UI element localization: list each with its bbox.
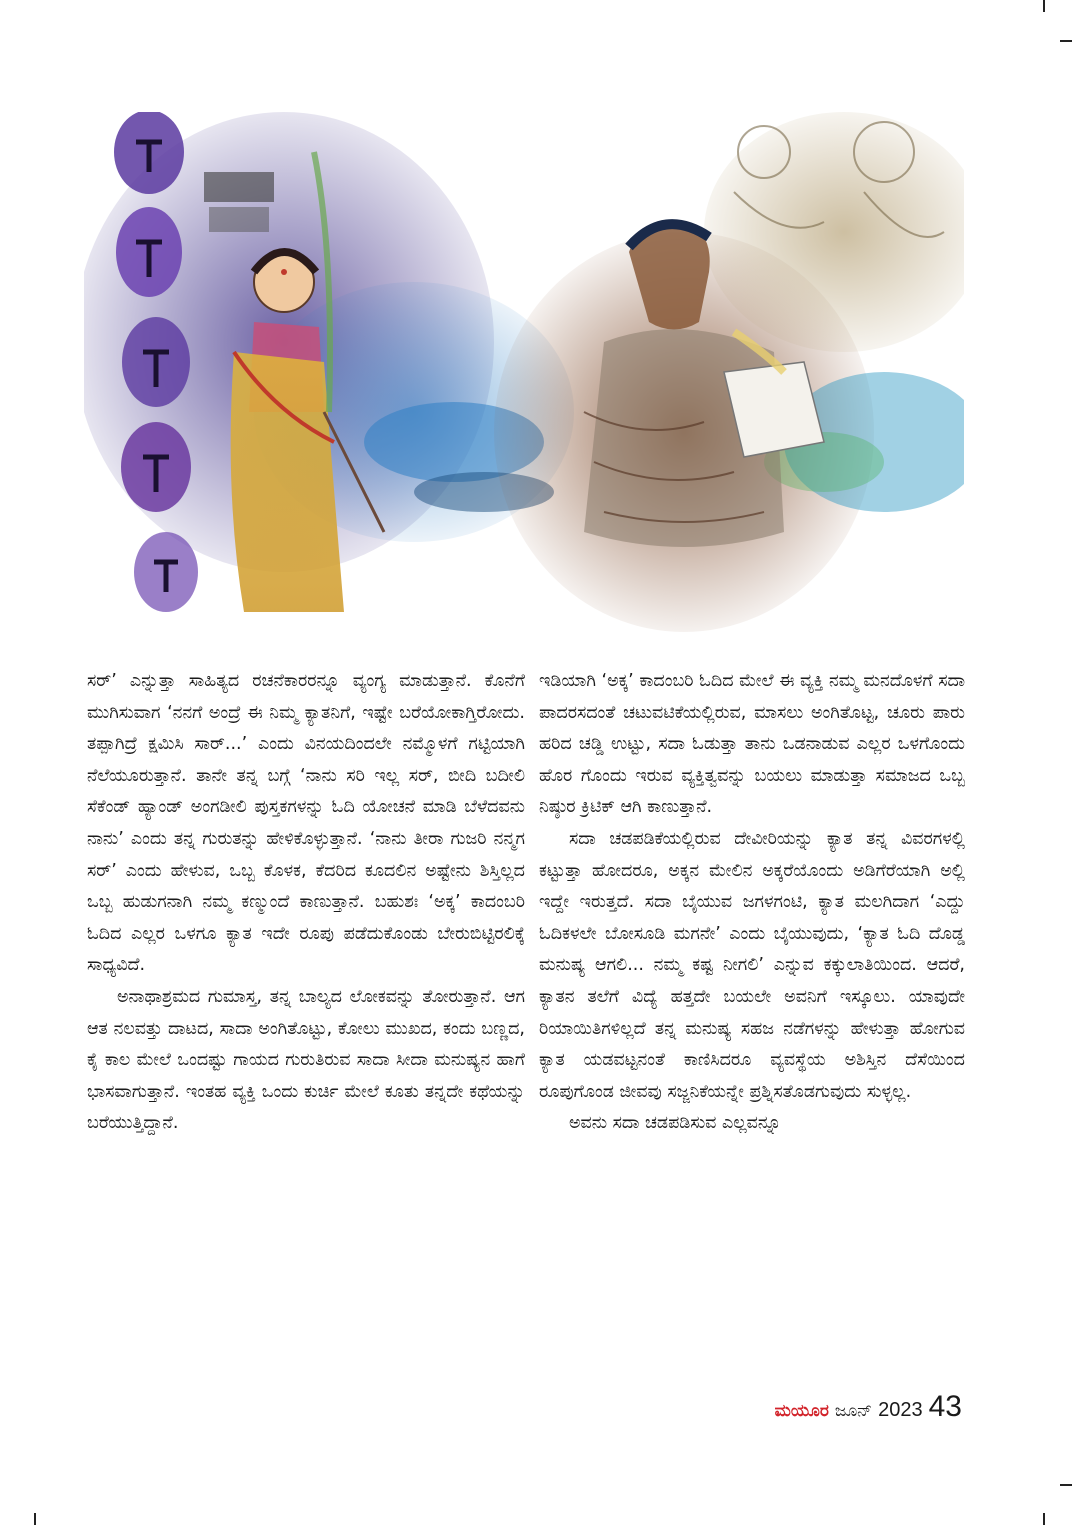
paragraph: ಅನಾಥಾಶ್ರಮದ ಗುಮಾಸ್ತ, ತನ್ನ ಬಾಲ್ಯದ ಲೋಕವನ್ನು ತೋರುತ್ತಾನೆ. ಆಗ ಆತ ನಲವತ್ತು ದಾಟದ, ಸಾದಾ ಅಂಗಿತೊಟ್ಟು, ಕೋಲು ಮುಖದ, ಕಂದು ಬಣ್ಣದ, ಕೈ ಕಾಲ ಮೇಲೆ ಒಂದಷ್ಟು ಗಾಯದ ಗುರುತಿರುವ ಸಾದಾ ಸೀದಾ ಮನುಷ್ಯನ ಹಾಗೆ ಭಾಸವಾಗುತ್ತಾನೆ. ಇಂತಹ ವ್ಯಕ್ತಿ ಒಂದು ಕುರ್ಚಿ ಮೇಲೆ ಕೂತು ತನ್ನದೇ ಕಥೆಯನ್ನು ಬರೆಯುತ್ತಿದ್ದಾನೆ. (87, 986, 525, 1134)
page-number: 43 (928, 1390, 962, 1423)
paragraph: ಅವನು ಸದಾ ಚಡಪಡಿಸುವ ಎಲ್ಲವನ್ನೂ (569, 1113, 782, 1134)
crop-mark-right-upper (1060, 40, 1072, 42)
magazine-name: ಮಯೂರ (774, 1401, 829, 1421)
crop-mark-top-right (1043, 0, 1045, 12)
issue-month: ಜೂನ್ (834, 1401, 873, 1421)
watercolor-sketch-illustration-icon (84, 112, 964, 642)
paragraph: ಸದಾ ಚಡಪಡಿಕೆಯಲ್ಲಿರುವ ದೇವೀರಿಯನ್ನು ಕ್ಯಾತ ತನ್ನ ವಿವರಗಳಲ್ಲಿ ಕಟ್ಟುತ್ತಾ ಹೋದರೂ, ಅಕ್ಕನ ಮೇಲಿನ ಅಕ್ಕರೆಯೊಂದು ಅಡಿಗೆರೆಯಾಗಿ ಅಲ್ಲಿ ಇದ್ದೇ ಇರುತ್ತದೆ. ಸದಾ ಬೈಯುವ ಜಗಳಗಂಟಿ, ಕ್ಯಾತ ಮಲಗಿದಾಗ ‘ಎದ್ದು ಓದಿಕಳಲೇ ಬೋಸೂಡಿ ಮಗನೇ’ ಎಂದು ಬೈಯುವುದು, ‘ಕ್ಯಾತ ಓದಿ ದೊಡ್ಡ ಮನುಷ್ಯ ಆಗಲಿ... ನಮ್ಮ ಕಷ್ಟ ನೀಗಲಿ’ ಎನ್ನುವ ಕಕ್ಕುಲಾತಿಯಿಂದ. ಆದರೆ, ಕ್ಯಾತನ ತಲೆಗೆ ವಿದ್ಯೆ ಹತ್ತದೇ ಬಯಲೇ ಅವನಿಗೆ ಇಸ್ಕೂಲು. ಯಾವುದೇ ರಿಯಾಯಿತಿಗಳಿಲ್ಲದೆ ತನ್ನ ಮನುಷ್ಯ ಸಹಜ ನಡೆಗಳನ್ನು ಹೇಳುತ್ತಾ ಹೋಗುವ ಕ್ಯಾತ ಯಡವಟ್ಟನಂತೆ ಕಾಣಿಸಿದರೂ ವ್ಯವಸ್ಥೆಯ ಅಶಿಸ್ತಿನ ದೆಸೆಯಿಂದ ರೂಪುಗೊಂಡ ಜೀವವು ಸಜ್ಜನಿಕೆಯನ್ನೇ ಪ್ರಶ್ನಿಸತೊಡಗುವುದು ಸುಳ್ಳಲ್ಲ. (539, 828, 965, 1102)
crop-mark-bottom-right (1043, 1513, 1045, 1525)
paragraph: ಇಡಿಯಾಗಿ ‘ಅಕ್ಕ’ ಕಾದಂಬರಿ ಓದಿದ ಮೇಲೆ ಈ ವ್ಯಕ್ತಿ ನಮ್ಮ ಮನದೊಳಗೆ ಸದಾ ಪಾದರಸದಂತೆ ಚಟುವಟಿಕೆಯಲ್ಲಿರುವ, ಮಾಸಲು ಅಂಗಿತೊಟ್ಟ, ಚೂರು ಪಾರು ಹರಿದ ಚಡ್ಡಿ ಉಟ್ಟು, ಸದಾ ಓಡುತ್ತಾ ತಾನು ಒಡನಾಡುವ ಎಲ್ಲರ ಒಳಗೊಂದು ಹೊರ ಗೊಂದು ಇರುವ ವ್ಯಕ್ತಿತ್ವವನ್ನು ಬಯಲು ಮಾಡುತ್ತಾ ಸಮಾಜದ ಒಬ್ಬ ನಿಷ್ಠುರ ಕ್ರಿಟಿಕ್ ಆಗಿ ಕಾಣುತ್ತಾನೆ. (539, 671, 965, 818)
article-column-left (87, 666, 525, 1140)
article-column-right (539, 666, 965, 1140)
page-footer (775, 1390, 962, 1424)
issue-year: 2023 (878, 1399, 923, 1421)
article-illustration (84, 112, 964, 642)
crop-mark-bottom-left (34, 1513, 36, 1525)
crop-mark-right-lower (1060, 1484, 1072, 1486)
paragraph: ಸರ್’ ಎನ್ನುತ್ತಾ ಸಾಹಿತ್ಯದ ರಚನೆಕಾರರನ್ನೂ ವ್ಯಂಗ್ಯ ಮಾಡುತ್ತಾನೆ. ಕೊನೆಗೆ ಮುಗಿಸುವಾಗ ‘ನನಗೆ ಅಂದ್ರೆ ಈ ನಿಮ್ಮ ಕ್ಯಾತನಿಗೆ, ಇಷ್ಟೇ ಬರೆಯೋಕಾಗ್ತಿರೋದು. ತಪ್ಪಾಗಿದ್ರೆ ಕ್ಷಮಿಸಿ ಸಾರ್...’ ಎಂದು ವಿನಯದಿಂದಲೇ ನಮ್ಮೊಳಗೆ ಗಟ್ಟಿಯಾಗಿ ನೆಲೆಯೂರುತ್ತಾನೆ. ತಾನೇ ತನ್ನ ಬಗ್ಗೆ ‘ನಾನು ಸರಿ ಇಲ್ಲ ಸರ್, ಬೀದಿ ಬದೀಲಿ ಸೆಕೆಂಡ್ ಹ್ಯಾಂಡ್ ಅಂಗಡೀಲಿ ಪುಸ್ತಕಗಳನ್ನು ಓದಿ ಯೋಚನೆ ಮಾಡಿ ಬೆಳೆದವನು ನಾನು’ ಎಂದು ತನ್ನ ಗುರುತನ್ನು ಹೇಳಿಕೊಳ್ಳುತ್ತಾನೆ. ‘ನಾನು ತೀರಾ ಗುಜರಿ ನನ್ಮಗ ಸರ್’ ಎಂದು ಹೇಳುವ, ಒಬ್ಬ ಕೊಳಕ, ಕೆದರಿದ ಕೂದಲಿನ ಅಷ್ಟೇನು ಶಿಸ್ತಿಲ್ಲದ ಒಬ್ಬ ಹುಡುಗನಾಗಿ ನಮ್ಮ ಕಣ್ಮುಂದೆ ಕಾಣುತ್ತಾನೆ. ಬಹುಶಃ ‘ಅಕ್ಕ’ ಕಾದಂಬರಿ ಓದಿದ ಎಲ್ಲರ ಒಳಗೂ ಕ್ಯಾತ ಇದೇ ರೂಪು ಪಡೆದುಕೊಂಡು ಬೇರುಬಿಟ್ಟಿರಲಿಕ್ಕೆ ಸಾಧ್ಯವಿದೆ. (87, 671, 525, 976)
